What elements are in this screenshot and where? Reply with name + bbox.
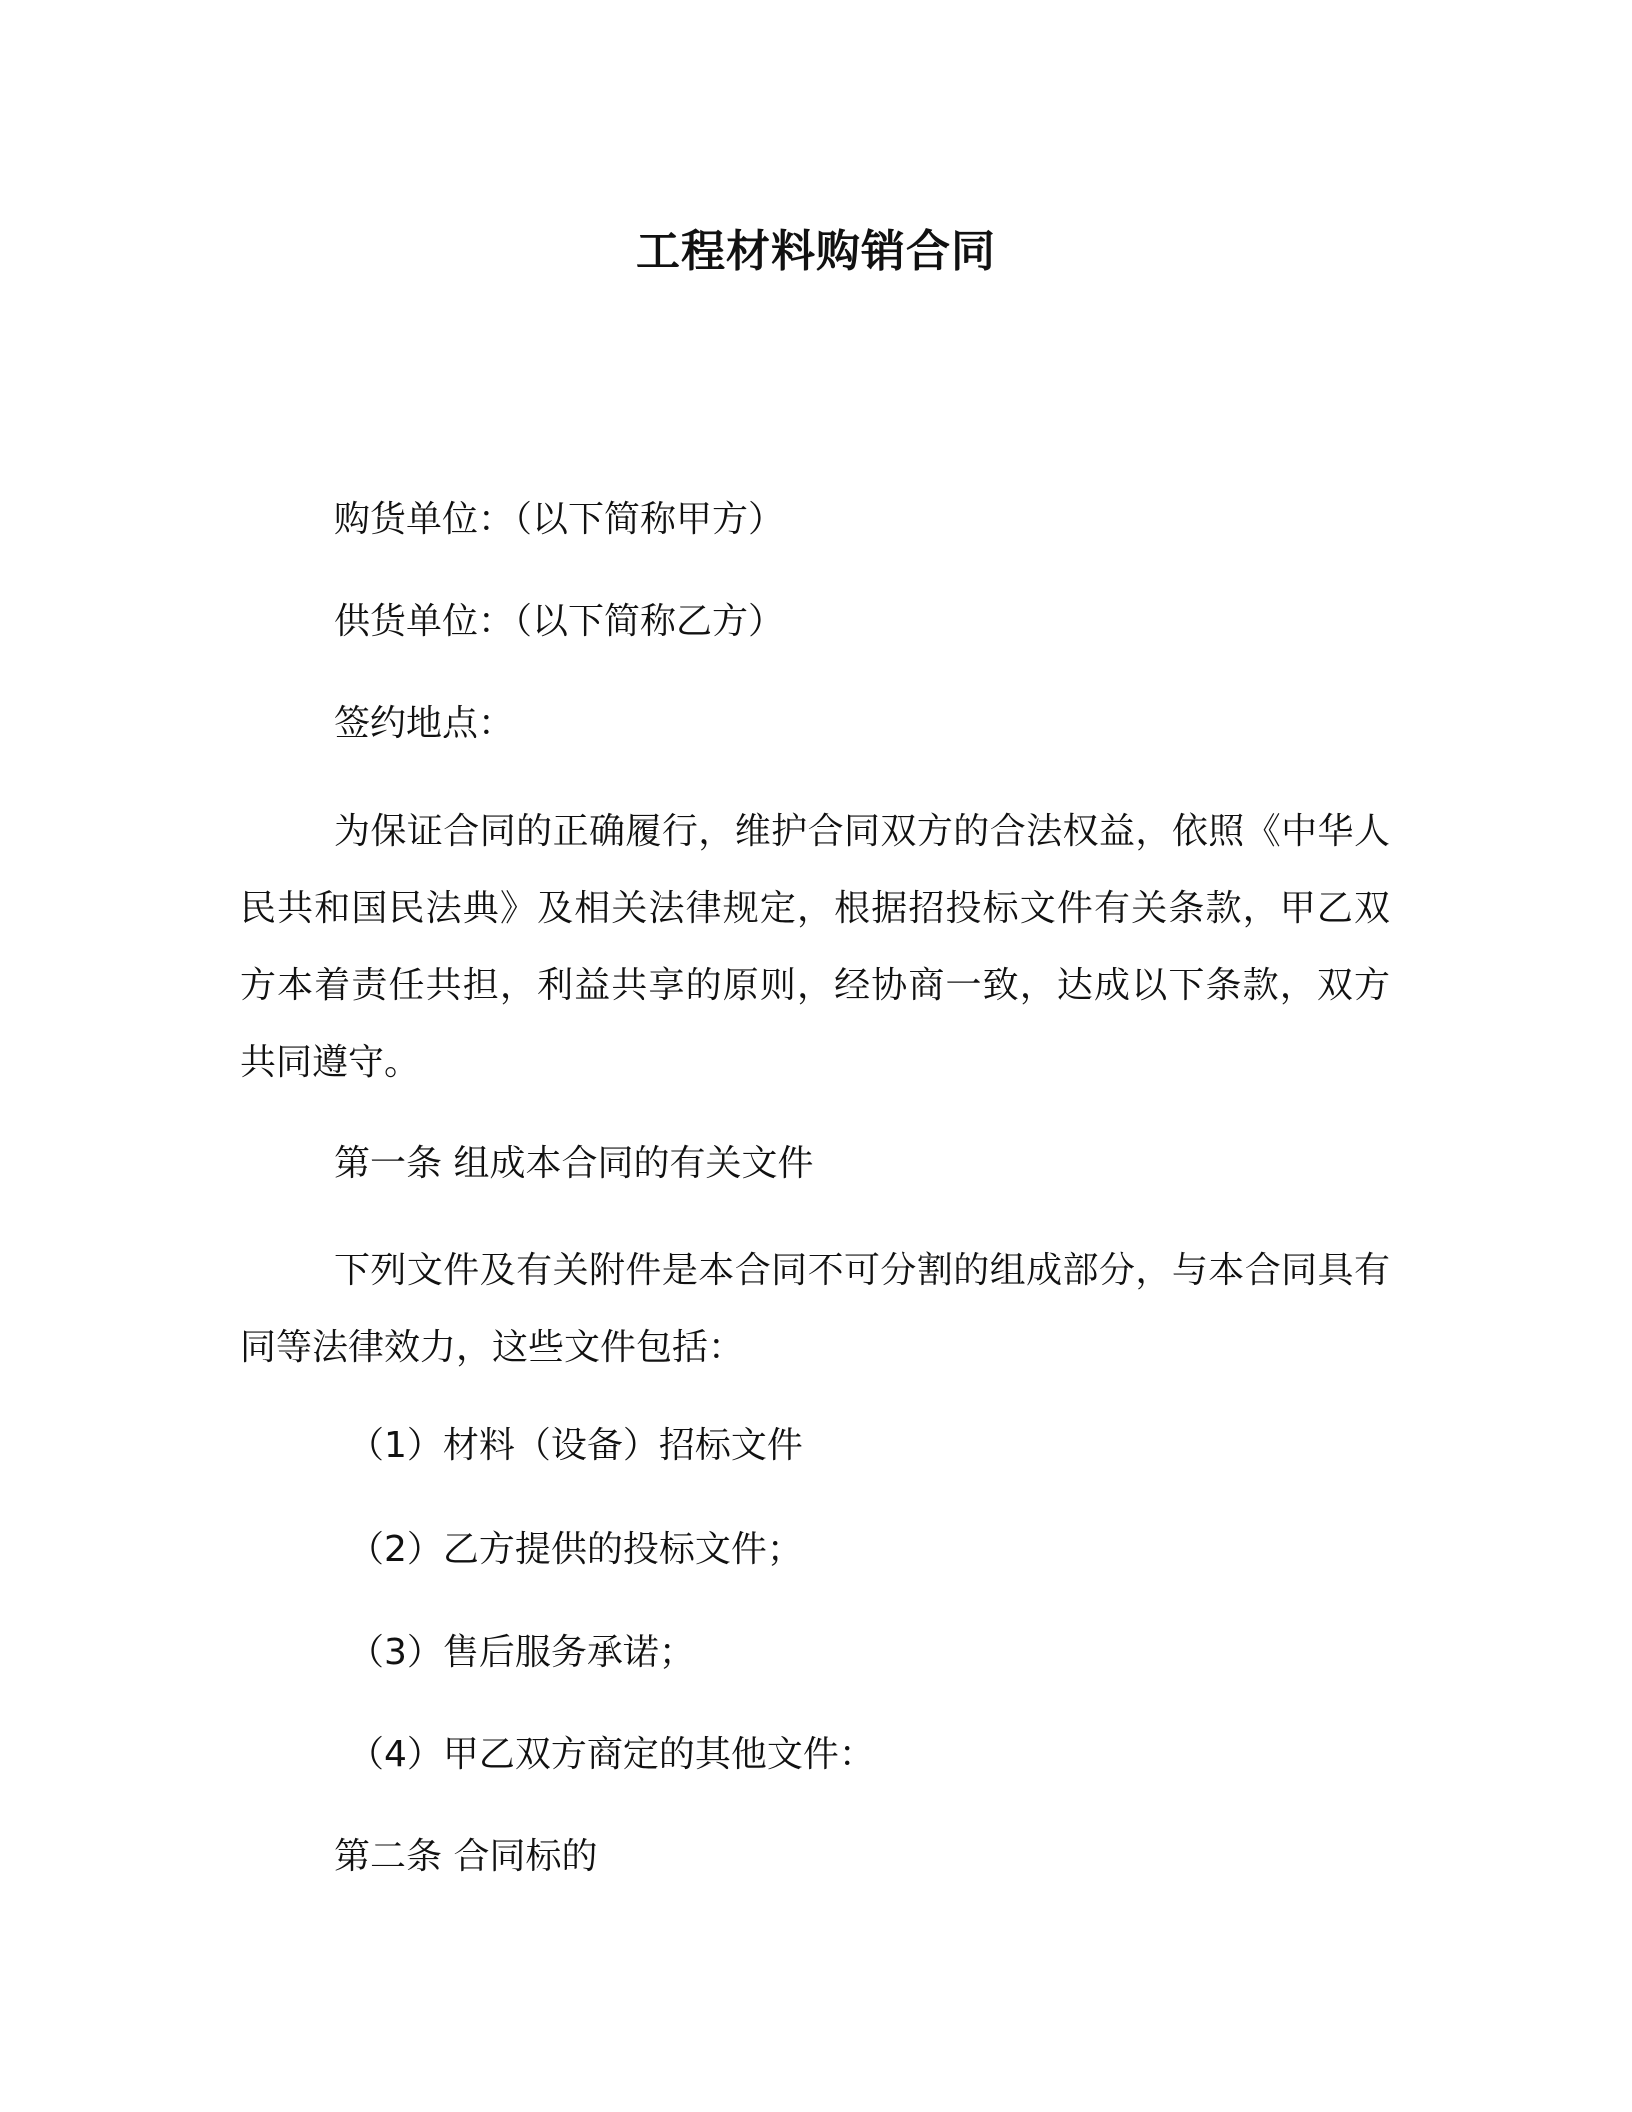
list-item: （3）售后服务承诺； (348, 1632, 695, 1673)
list-item: （1）材料（设备）招标文件 (348, 1425, 803, 1466)
list-item: （4）甲乙双方商定的其他文件： (348, 1734, 875, 1775)
article-2-title: 第二条 合同标的 (334, 1836, 598, 1877)
preamble-paragraph: 为保证合同的正确履行，维护合同双方的合法权益，依照《中华人民共和国民法典》及相关法律规定，根据招投标文件有关条款，甲乙双方本着责任共担，利益共享的原则，经协商一致，达成以下条款，双方共同遵守。 (240, 811, 1390, 1083)
article-1-body: 下列文件及有关附件是本合同不可分割的组成部分，与本合同具有同等法律效力，这些文件包括： (240, 1250, 1390, 1368)
signing-place-line: 签约地点： (334, 703, 515, 744)
supplier-line: 供货单位：（以下简称乙方） (334, 601, 785, 642)
document-title: 工程材料购销合同 (636, 226, 996, 277)
buyer-line: 购货单位：（以下简称甲方） (334, 499, 785, 540)
article-1-title: 第一条 组成本合同的有关文件 (334, 1143, 814, 1184)
list-item: （2）乙方提供的投标文件； (348, 1529, 803, 1570)
